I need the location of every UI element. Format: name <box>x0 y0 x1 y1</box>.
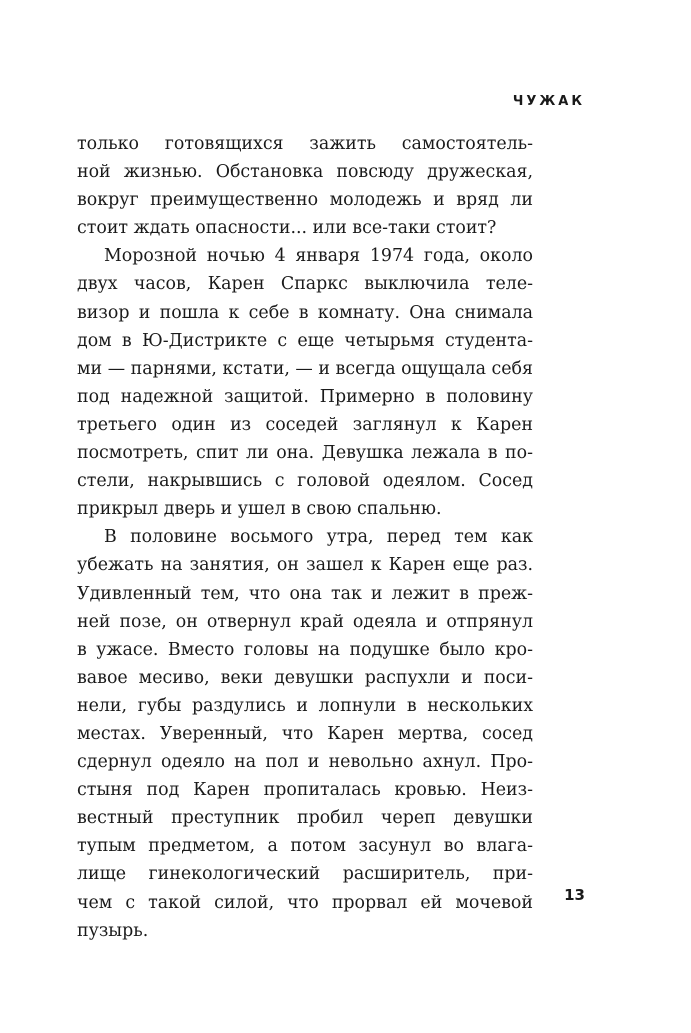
text-line: под надежной защитой. Примерно в половину <box>77 386 533 407</box>
text-line: вокруг преимущественно молодежь и вряд ли <box>77 190 533 211</box>
text-line: местах. Уверенный, что Карен мертва, сосед <box>77 723 533 744</box>
text-line: двух часов, Карен Спаркс выключила теле- <box>77 274 533 295</box>
text-line: третьего один из соседей заглянул к Карен <box>77 414 533 435</box>
text-line: лище гинекологический расширитель, при- <box>77 864 533 885</box>
text-line: В половине восьмого утра, перед тем как <box>104 527 533 548</box>
text-line: ней позе, он отвернул край одеяла и отпрянул <box>77 611 533 632</box>
text-line: Удивленный тем, что она так и лежит в преж- <box>77 583 533 604</box>
paragraph <box>77 242 533 523</box>
running-head-title: ЧУЖАК <box>512 94 585 109</box>
text-line: тупым предметом, а потом засунул во влага- <box>77 836 533 857</box>
text-line: ми — парнями, кстати, — и всегда ощущала себя <box>77 358 533 379</box>
text-line: в ужасе. Вместо головы на подушке было кро- <box>77 639 533 660</box>
body-text <box>77 130 533 945</box>
text-line: вестный преступник пробил череп девушки <box>77 808 533 829</box>
text-line: стели, накрывшись с головой одеялом. Сосед <box>77 471 533 492</box>
text-line: Морозной ночью 4 января 1974 года, около <box>104 246 533 267</box>
text-line: визор и пошла к себе в комнату. Она снимала <box>77 302 533 323</box>
text-line: вавое месиво, веки девушки распухли и поси- <box>77 667 533 688</box>
text-line: стоит ждать опасности... или все-таки стоит? <box>77 218 497 239</box>
text-line: только готовящихся зажить самостоятель- <box>77 134 533 154</box>
page-number: 13 <box>564 886 585 904</box>
text-line: посмотреть, спит ли она. Девушка лежала в по- <box>77 443 533 464</box>
text-line: пузырь. <box>77 920 149 941</box>
text-line: дом в Ю-Дистрикте с еще четырьмя студента- <box>77 330 533 351</box>
text-line: нели, губы раздулись и лопнули в нескольких <box>77 695 533 716</box>
text-line: сдернул одеяло на пол и невольно ахнул. Про- <box>77 752 533 773</box>
text-line: чем с такой силой, что прорвал ей мочевой <box>77 892 533 913</box>
text-line: прикрыл дверь и ушел в свою спальню. <box>77 499 442 520</box>
paragraph <box>77 523 533 944</box>
text-line: ной жизнью. Обстановка повсюду дружеская, <box>77 162 533 183</box>
text-line: убежать на занятия, он зашел к Карен еще раз. <box>77 555 533 576</box>
paragraph <box>77 130 533 242</box>
text-line: стыня под Карен пропиталась кровью. Неиз- <box>77 780 533 801</box>
